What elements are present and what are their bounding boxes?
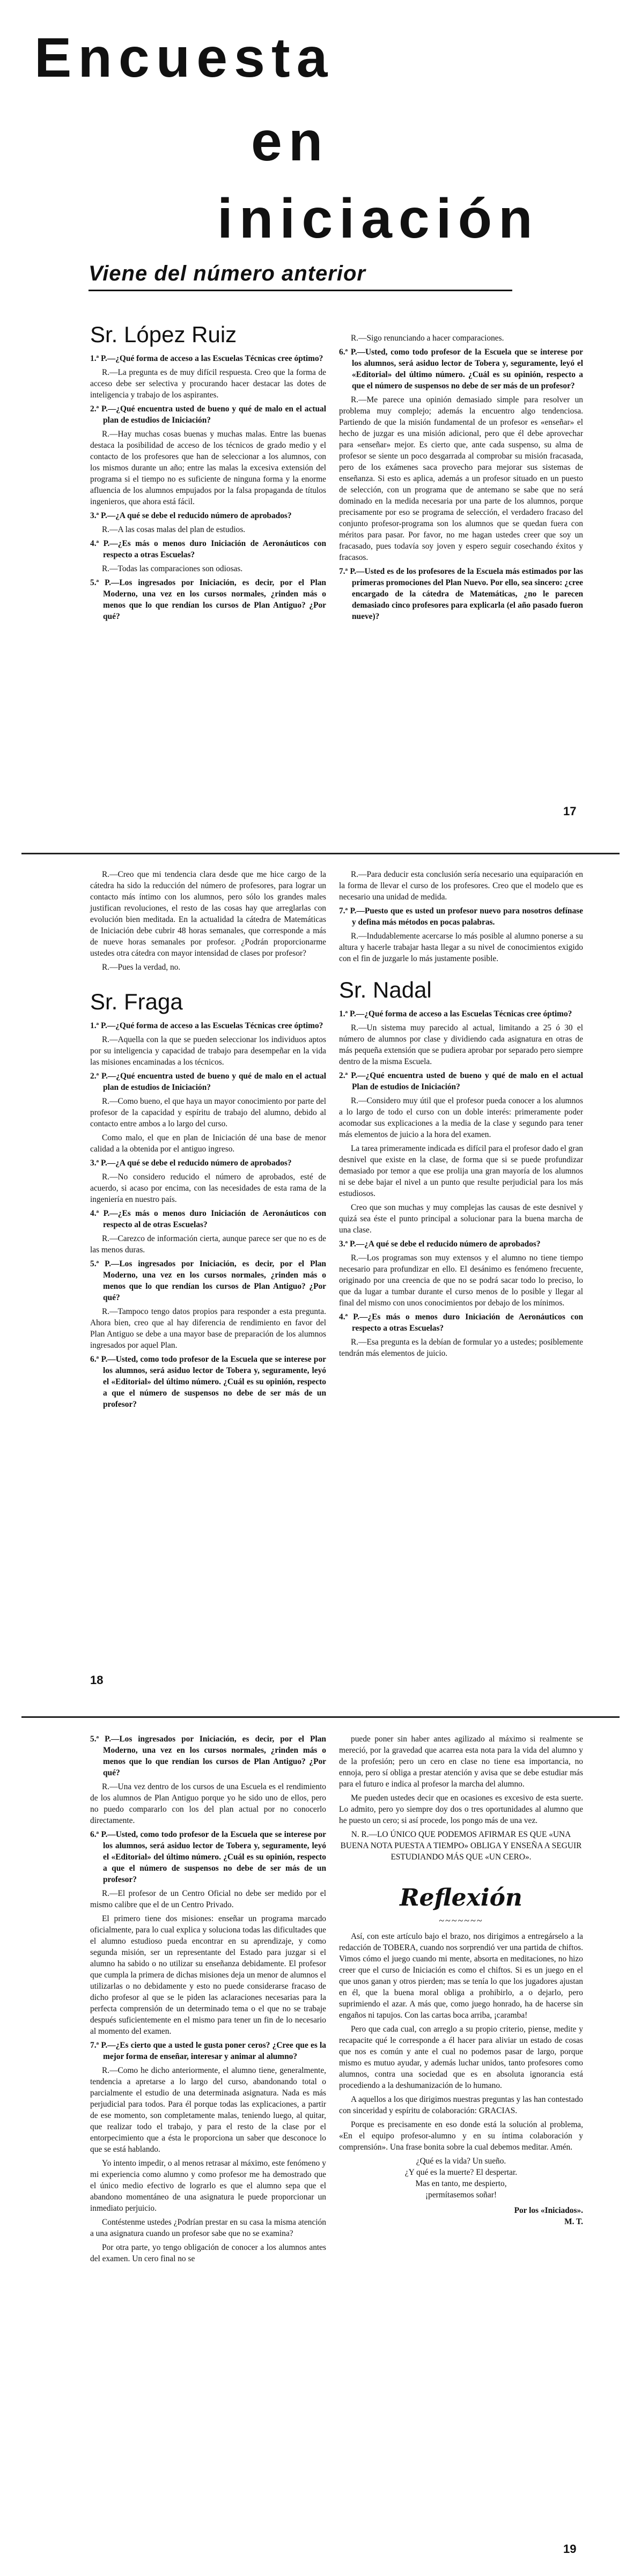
reflexion-title: Reflexión [400, 1884, 522, 1911]
paragraph: Así, con este artículo bajo el brazo, nos dirigimos a entregárselo a la redacción de TOBERA, cuando nos sorprendió ver una partida de chiftos. Vimos cómo el juego cuando mi mente, absorta en meditaciones, no hizo creer que el curso de Iniciación es como el chiftos. Si es un juego en el que unos ganan y otros pierden; mas se tenía lo que los jugadores ajustan en él, que la buena moral obliga a prohibirlo, a o dejarlo, pero suprimiendo el azar. A más que, como juego honrado, ha de hacerse sin engaños ni tapujos. Con las cartas boca arriba, ¡caramba! [339, 1932, 583, 2020]
answer: Creo que son muchas y muy complejas las causas de este desnivel y quizá sea éste el punto principal a solucionar para la buena marcha de una clase. [339, 1203, 583, 1235]
quote-line: ¿Qué es la vida? Un sueño. [416, 2157, 506, 2166]
quote-line: ¿Y qué es la muerte? El despertar. [404, 2168, 518, 2177]
page-number: 17 [563, 804, 577, 818]
page-number: 19 [563, 2542, 577, 2556]
answer: Contéstenme ustedes ¿Podrían prestar en su casa la misma atención a una asignatura cuando un profesor sabe que no se examina? [90, 2218, 326, 2238]
answer: R.—No considero reducido el número de aprobados, esté de acuerdo, si acaso por encima, con las necesidades de esta rama de la ingeniería en nuestro país. [90, 1172, 326, 1204]
question: 5.ª P.—Los ingresados por Iniciación, es decir, por el Plan Moderno, una vez en los cursos normales, ¿rinden más o menos que lo que rendían los cursos de Plan Antiguo? ¿Por qué? [90, 1259, 326, 1302]
title-line-2: en [251, 110, 329, 173]
nadal-qa-list-end [339, 1733, 583, 1863]
page-17 [0, 0, 641, 853]
question: 3.ª P.—¿A qué se debe el reducido número de aprobados? [339, 1239, 541, 1249]
lopez-ruiz-left-column [90, 322, 326, 625]
fraga-column [90, 869, 326, 1413]
paragraph: Porque es precisamente en eso donde está la solución al problema, «En el equipo profesor-alumno y en su íntima colaboración y comprensión». Una frase bonita sobre la cual debemos meditar. Amén. [339, 2120, 583, 2152]
subtitle-rule [89, 290, 512, 291]
answer: R.—Aquella con la que se pueden seleccionar los individuos aptos por su inteligencia y capacidad de trabajo para desempeñar en la vida las misiones encaminadas a los técnicos. [90, 1035, 326, 1067]
answer: R.—Los programas son muy extensos y el alumno no tiene tiempo necesario para profundizar en ello. El desánimo es fenómeno frecuente, originado por una creencia de que no se podrá sacar todo lo preciso, lo que da lugar a tumbar durante el curso menos de lo posible y llegar al final del mismo con unos conocimientos por debajo de los mínimos. [339, 1253, 583, 1308]
answer: Como malo, el que en plan de Iniciación dé una base de menor calidad a la obtenida por el antiguo ingreso. [90, 1133, 326, 1154]
question: 2.ª P.—¿Qué encuentra usted de bueno y qué de malo en el actual plan de estudios de Iniciación? [90, 404, 326, 425]
answer: R.—Carezco de información cierta, aunque parece ser que no es de las menos duras. [90, 1234, 326, 1254]
lopez-ruiz-right-column [339, 333, 583, 625]
answer: Por otra parte, yo tengo obligación de conocer a los alumnos antes del examen. Un cero final no se [90, 2243, 326, 2263]
question: 3.ª P.—¿A qué se debe el reducido número de aprobados? [90, 511, 292, 520]
question: 3.ª P.—¿A qué se debe el reducido número de aprobados? [90, 1158, 292, 1168]
answer: R.—Sigo renunciando a hacer comparaciones. [351, 334, 504, 343]
answer: R.—Hay muchas cosas buenas y muchas malas. Entre las buenas destaca la posibilidad de acceso de los técnicos de grado medio y el contacto de los profesores que han de seleccionar a los alumnos, con los mismos durante un año; entre las malas la excesiva extensión del programa si el tiempo no es suficiente de ninguna forma y la enorme afluencia de los alumnos empujados por la falsa propaganda de títulos ingenieros, que ahora está fácil. [90, 430, 326, 506]
answer: R.—Considero muy útil que el profesor pueda conocer a los alumnos a lo largo de todo el curso con un doble interés: primeramente poder acomodar sus explicaciones a la media de la clase y segundo para tener más elementos de juicio a la hora del examen. [339, 1096, 583, 1139]
answer: puede poner sin haber antes agilizado al máximo si realmente se mereció, por la gravedad que acarrea esta nota para la vida del alumno y de la profesión; pero un cero en clase no tiene esa importancia, no ennoja, pero sí obliga a prestar atención y avisa que se debe estudiar más para el futuro e indica al profesor la marcha del alumno. [339, 1734, 583, 1789]
answer: R.—Un sistema muy parecido al actual, limitando a 25 ó 30 el número de alumnos por clase y dividiendo cada asignatura en otras de más pequeña extensión que se pudiera aprobar por separado pero siempre dentro de la misma Escuela. [339, 1023, 583, 1066]
answer: La tarea primeramente indicada es difícil para el profesor dado el gran desnivel que existe en la clase, de forma que si se puede profundizar demasiado por temor a que ese prolija una gran mayoría de los alumnos ni se debe bajar el nivel a un punto que resulte perjudicial para los más estudiosos. [339, 1144, 583, 1198]
answer: R.—Tampoco tengo datos propios para responder a esta pregunta. Ahora bien, creo que al hay diferencia de rendimiento en favor del Plan Antiguo se debe a una mayor base de preparación de los alumnos ingresados por aquel Plan. [90, 1307, 326, 1350]
fraga-qa-list [90, 1020, 326, 1410]
question: 2.ª P.—¿Qué encuentra usted de bueno y qué de malo en el actual Plan de estudios de Iniciación? [339, 1071, 583, 1091]
answer: R.—Creo que mi tendencia clara desde que me hice cargo de la cátedra ha sido la reducción del número de profesores, para lograr un contacto más íntimo con los alumnos, pero sólo los grandes males justifican revoluciones, el resto de las cosas hay que arreglarlas con evolución bien meditada. En la actualidad la cátedra de Matemáticas de Iniciación debe cubrir 48 horas semanales, que corresponde a más de nueve horas semanales por profesor. ¿Podrán proporcionarme ustedes otra cátedra con mayor intensidad de clases por profesor? [90, 870, 326, 958]
answer: R.—Me parece una opinión demasiado simple para resolver un problema muy complejo; además la encuentro algo tendenciosa. Partiendo de que la misión fundamental de un profesor es «enseñar» el hecho de juzgar es una misión adicional, pero que él debe aprovechar para «enseñar» mejor. Es cierto que, ante cada suspenso, su alma de profesor se siente un poco desgarrada al comprobar su misión fracasada, pero de los exámenes saca provecho para mejorar sus sistemas de enseñanza. Si esto es aplica, además a un profesor situado en un puesto de selección, con un programa que de antemano se sabe que no será dominado en la medida necesaria por una parte de los alumnos, porque precisamente por eso se programa de selección, el verdadero fracaso del conjunto profesor-programa son los alumnos que se quedan fuera con méritos para pasar. Por favor, no me hagan ustedes creer que soy un fracasado, pues todavía soy joven y espero seguir cosechando éxitos y fracasos. [339, 395, 583, 562]
paragraph: Pero que cada cual, con arreglo a su propio criterio, piense, medite y recapacite qué le corresponde a él hacer para aliviar un estado de cosas que nos es común y ante el cual no podemos pasar de largo, porque mismo es mutuo ayudar, y además luchar unidos, tanto profesores como alumnos, contra una sociedad que es en absoluta ignorancia está procediendo a la deshumanización de lo humano. [339, 2025, 583, 2090]
subtitle: Viene del número anterior [89, 262, 366, 285]
question: 4.ª P.—¿Es más o menos duro Iniciación de Aeronáuticos con respecto a otras Escuelas? [90, 539, 326, 559]
answer: R.—La pregunta es de muy difícil respuesta. Creo que la forma de acceso debe ser selectiva y procurando hacer destacar las dotes de inteligencia y trabajo de los aspirantes. [90, 368, 326, 400]
question: 4.ª P.—¿Es más o menos duro Iniciación de Aeronáuticos con respecto a otras Escuelas? [339, 1312, 583, 1333]
question: 1.ª P.—¿Qué forma de acceso a las Escuelas Técnicas cree óptimo? [339, 1009, 572, 1018]
answer: R.—A las cosas malas del plan de estudios. [102, 525, 246, 534]
section-heading-nadal: Sr. Nadal [339, 977, 432, 1002]
editor-note: N. R.—LO ÚNICO QUE PODEMOS AFIRMAR ES QUE «UNA BUENA NOTA PUESTA A TIEMPO» OBLIGA Y ENSEÑA A SEGUIR ESTUDIANDO MÁS QUE «UN CERO». [340, 1830, 582, 1862]
reflexion-ornament: ~~~~~~~ [439, 1915, 483, 1926]
answer: Me pueden ustedes decir que en ocasiones es excesivo de esta suerte. Lo admito, pero yo siempre doy dos o tres oportunidades al alumno que he puesto un cero; si así procede, los pongo más de una vez. [339, 1793, 583, 1825]
quote-line: ¡permítasemos soñar! [425, 2190, 497, 2199]
lopez-ruiz-final-answer [90, 869, 326, 973]
section-heading-fraga: Sr. Fraga [90, 989, 183, 1014]
page-18 [0, 853, 641, 1716]
answer: R.—Como he dicho anteriormente, el alumno tiene, generalmente, tendencia a apretarse a lo largo del curso, abandonando total o parcialmente el estudio de una determinada asignatura. Nada es más perjudicial para todos. Para él porque todas las explicaciones, a partir de ese momento, son completamente malas, teniendo luego, al quitar, que realizar todo el trabajo, y para el resto de la clase por el entorpecimiento que a ésta le proporciona un saber que desconoce lo que se está hablando. [90, 2066, 326, 2154]
nadal-column [339, 869, 583, 1362]
question: 6.ª P.—Usted, como todo profesor de la Escuela que se interese por los alumnos, será asiduo lector de Tobera y, seguramente, leyó el «Editorial» del último número. ¿Cuál es su opinión, respecto a que el número de suspensos no debe de ser más de un profesor? [90, 1355, 326, 1409]
answer: Yo intento impedir, o al menos retrasar al máximo, este fenómeno y mi experiencia como alumno y como profesor me ha demostrado que el único medio efectivo de lograrlo es que el alumno sepa que el abandono momentáneo de una asignatura le puede proporcionar un inmediato perjuicio. [90, 2159, 326, 2213]
page-number: 18 [90, 1673, 104, 1687]
question: 6.ª P.—Usted, como todo profesor de la Escuela que se interese por los alumnos, será asiduo lector de Tobera y, seguramente, leyó el «Editorial» del último número. ¿Cuál es su opinión, respecto a que el número de suspensos no debe de ser más de un profesor? [90, 1830, 326, 1884]
question: 7.ª P.—Puesto que es usted un profesor nuevo para nosotros defínase y defina más métodos en pocas palabras. [339, 906, 583, 927]
answer: R.—El profesor de un Centro Oficial no debe ser medido por el mismo calibre que el de un Centro Privado. [90, 1889, 326, 1909]
lopez-ruiz-qa-list-cont [339, 333, 583, 622]
answer: R.—Como bueno, el que haya un mayor conocimiento por parte del profesor de la capacidad y espíritu de trabajo del alumno, debido al contacto entre ambos a lo largo del curso. [90, 1097, 327, 1128]
page-19 [0, 1716, 641, 2576]
reflexion-paragraphs [339, 1931, 583, 2153]
question: 5.ª P.—Los ingresados por Iniciación, es decir, por el Plan Moderno, una vez en los cursos normales, ¿rinden más o menos que lo que rendían los cursos de Plan Antiguo? ¿Por qué? [90, 1734, 326, 1777]
answer: R.—Esa pregunta es la debían de formular yo a ustedes; posiblemente tendrán más elementos de juicio. [339, 1338, 583, 1358]
answer: R.—Todas las comparaciones son odiosas. [102, 564, 243, 573]
question: 2.ª P.—¿Qué encuentra usted de bueno y qué de malo en el actual plan de estudios de Iniciación? [90, 1072, 326, 1092]
signoff: Por los «Iniciados». [514, 2206, 583, 2215]
fraga-final-answers [339, 869, 583, 964]
answer: El primero tiene dos misiones: enseñar un programa marcado oficialmente, para lo cual explica y soluciona todas las dificultades que el alumno estudioso pueda encontrar en su aprendizaje, y como segunda misión, ser un representante del Estado para juzgar si el alumno ha sabido o no utilizar su enseñanza debidamente. El profesor que cumpla la primera de dichas misiones deja un menor de alumnos el utilizarlas o no debidamente y esto no puede considerarse fracaso de dicho profesor al que se le piden las aclaraciones necesarias para la perfecta comprensión de un determinado tema o el que no se trabaje después suficientemente en el mismo para tener un fin de lo necesario al momento del examen. [90, 1914, 326, 2036]
nadal-qa-list-cont [90, 1733, 326, 2264]
answer: R.—Pues la verdad, no. [102, 963, 181, 972]
answer: R.—Indudablemente acercarse lo más posible al alumno ponerse a su altura y hacerle trabajar hasta llegar a su nivel de conocimientos exigido con el fin de juzgarle lo más justamente posible. [339, 932, 583, 963]
lopez-ruiz-qa-list [90, 353, 326, 622]
question: 6.ª P.—Usted, como todo profesor de la Escuela que se interese por los alumnos, será asiduo lector de Tobera y, seguramente, leyó el «Editorial» del último número. ¿Cuál es su opinión, respecto a que el número de suspensos no debe de ser más de un profesor? [339, 348, 583, 390]
initials: M. T. [564, 2217, 583, 2226]
section-heading-lopez-ruiz: Sr. López Ruiz [90, 322, 237, 347]
question: 4.ª P.—¿Es más o menos duro Iniciación de Aeronáuticos con respecto al de otras Escuelas? [90, 1209, 326, 1229]
reflexion-box [339, 1884, 583, 2227]
question: 1.ª P.—¿Qué forma de acceso a las Escuelas Técnicas cree óptimo? [90, 1021, 323, 1030]
nadal-qa-list [339, 1008, 583, 1359]
answer: R.—Una vez dentro de los cursos de una Escuela es el rendimiento de los alumnos de Plan Antiguo porque yo he sido uno de ellos, pero no puedo compararlo con los del plan actual por no conocerlo directamente. [90, 1782, 326, 1825]
question: 5.ª P.—Los ingresados por Iniciación, es decir, por el Plan Moderno, una vez en los cursos normales, ¿rinden más o menos que lo que rendían los cursos de Plan Antiguo? ¿Por qué? [90, 578, 326, 621]
paragraph: A aquellos a los que dirigimos nuestras preguntas y las han contestado con sinceridad y espíritu de colaboración: GRACIAS. [339, 2095, 583, 2115]
reflexion-quote [339, 2156, 583, 2201]
question: 7.ª P.—Usted es de los profesores de la Escuela más estimados por las primeras promociones del Plan Nuevo. Por ello, sea sincero: ¿cree encargado de la cátedra de Matemáticas, ¿no le parecen demasiado cinco profesores para explicarla (el año pasado fueron nueve)? [339, 567, 584, 621]
reflexion-column [339, 1733, 583, 2227]
title-line-1: Encuesta [34, 27, 334, 89]
nadal-continuation-column [90, 1733, 326, 2267]
question: 7.ª P.—¿Es cierto que a usted le gusta poner ceros? ¿Cree que es la mejor forma de enseñar, interesar y animar al alumno? [90, 2041, 326, 2061]
answer: R.—Para deducir esta conclusión sería necesario una equiparación en la forma de llevar el curso de los profesores. Creo que el modelo que es necesario una unidad de medida. [339, 870, 583, 902]
title-line-3: iniciación [217, 188, 539, 250]
quote-line: Mas en tanto, me despierto, [415, 2179, 507, 2188]
question: 1.ª P.—¿Qué forma de acceso a las Escuelas Técnicas cree óptimo? [90, 354, 323, 363]
